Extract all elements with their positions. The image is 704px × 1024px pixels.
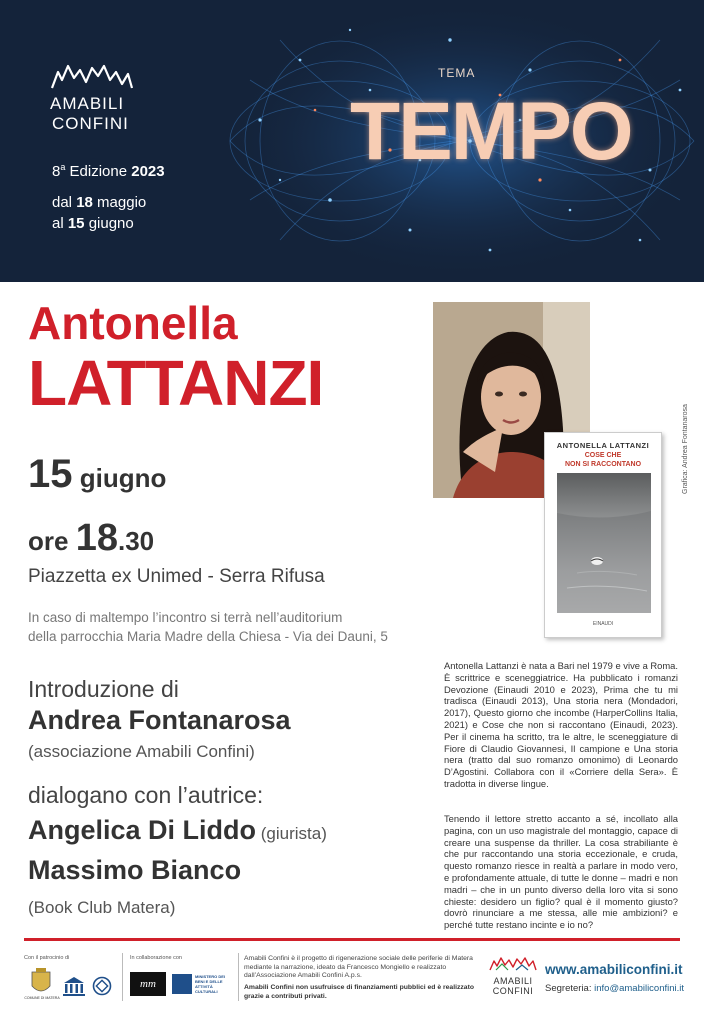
- event-venue: Piazzetta ex Unimed - Serra Rifusa: [28, 566, 325, 587]
- book-cover-image: [557, 473, 651, 613]
- speaker2-name: Massimo Bianco: [28, 855, 242, 885]
- footer-skyline-icon: [488, 956, 538, 972]
- skyline-logo-icon: [50, 62, 134, 90]
- book-title-line2: NON SI RACCONTANO: [564, 461, 642, 468]
- book-title-line1: COSE CHE: [584, 452, 622, 459]
- amabili-confini-logo: [50, 62, 140, 134]
- speaker1-affiliation: (giurista): [256, 824, 327, 843]
- header-banner: [0, 0, 704, 282]
- time-prefix: ore: [28, 526, 76, 556]
- dates-to-month: giugno: [84, 215, 134, 232]
- intro-speaker-affiliation: (associazione Amabili Confini): [28, 742, 255, 761]
- logo-line1: AMABILI: [50, 94, 125, 113]
- unesco-temple-icon: [62, 975, 86, 997]
- event-day: 15: [28, 452, 73, 496]
- intro-speaker-name: Andrea Fontanarosa: [28, 705, 291, 735]
- secretariat-contact: [545, 983, 684, 994]
- edition-year: 2023: [131, 163, 165, 180]
- email-label: Segreteria:: [545, 983, 595, 994]
- dates-to: al: [52, 215, 68, 232]
- speaker2-affiliation: (Book Club Matera): [28, 898, 176, 917]
- author-last-name: LATTANZI: [28, 347, 324, 419]
- heritage-logo: [92, 976, 112, 996]
- alt-venue-line2: della parrocchia Maria Madre della Chiesa - Via dei Dauni, 5: [28, 629, 388, 644]
- theme-title: TEMPO: [350, 86, 632, 177]
- theme-label: TEMA: [438, 66, 476, 80]
- speaker1-name: Angelica Di Liddo: [28, 815, 257, 845]
- email-link[interactable]: info@amabiliconfini.it: [594, 983, 685, 994]
- ministry-emblem-icon: [172, 974, 192, 994]
- alt-venue-line1: In caso di maltempo l’incontro si terrà nell’auditorium: [28, 610, 343, 625]
- project-description: Amabili Confini è il progetto di rigenerazione sociale delle periferie di Matera mediante la narrazione, ideato da Francesco Mongiello e realizzato dall’Associazione Amabili Confini A.p.s.: [244, 955, 473, 980]
- event-date: [28, 452, 166, 505]
- comune-di-matera-logo: [24, 966, 60, 1002]
- dates-to-day: 15: [67, 215, 85, 232]
- footer-separator-1: [122, 953, 123, 1001]
- festival-dates: [52, 192, 146, 234]
- ministry-logo: [172, 972, 234, 996]
- time-minutes: .30: [117, 526, 155, 556]
- dates-from: dal: [52, 194, 77, 211]
- edition-text: [52, 162, 165, 180]
- patronage-label: Con il patrocinio di: [24, 955, 70, 961]
- book-publisher: EINAUDI: [592, 621, 614, 627]
- time-hour: 18: [75, 517, 118, 559]
- edition-number: 8: [52, 163, 61, 180]
- edition-sup: a: [60, 162, 66, 172]
- author-bio: Antonella Lattanzi è nata a Bari nel 1979 e vive a Roma. È scrittrice e sceneggiatrice. Ha pubblicato i romanzi Devozione (Einaudi 2010 e 2023), Prima che tu mi tradisca (Einaudi 2013), Una storia nera (Mondadori, 2017), Questo giorno che incombe (HarperCollins Italia, 2021) e Cose che non si raccontano (Einaudi, 2023). Per il cinema ha scritto, tra le altre, le sceneggiature di Fiore di Claudio Giovannesi, Il campione e Una storia nera (tratto dal suo romanzo omonimo) di Leonardo D’Agostini. Collabora con il «Corriere della Sera». È tradotta in diverse lingue.: [444, 660, 679, 789]
- unesco-logo: [62, 975, 86, 997]
- book-description: Tenendo il lettore stretto accanto a sé, incollato alla pagina, con un uso magistrale del montaggio, capace di creare una suspense da thriller. La cosa strabiliante è che pur raccontando una storia eccezionale, e cruda, questo romanzo riesce in realtà a parlare in modo vero, e profondamente attuale, di tutte le donne – madri e non madri – che in un punto diverso della loro vita si sono chieste: desidero un figlio? qual è il momento giusto? dovrò rinunciare a me stessa, alle mie ambizioni? e perché tutte restano incinte e io no?: [444, 813, 678, 931]
- footer-logo-line2: CONFINI: [492, 986, 534, 996]
- bad-weather-venue: [28, 608, 388, 646]
- ministry-label: MINISTERO DEI BENI E DELLE ATTIVITÀ CULTURALI: [195, 974, 226, 994]
- event-month: giugno: [72, 463, 167, 493]
- graphics-credit-text: Grafica: Andrea Fontanarosa: [682, 404, 689, 494]
- book-title: [545, 451, 661, 469]
- footer-separator-2: [238, 953, 239, 1001]
- funding-note: Amabili Confini non usufruisce di finanziamenti pubblici ed è realizzato grazie a contributi privati.: [244, 984, 474, 1000]
- footer-amabili-logo: [488, 956, 538, 996]
- book-cover: [544, 432, 662, 638]
- dates-from-day: 18: [76, 194, 93, 211]
- event-time: [28, 516, 154, 568]
- edition-word: Edizione: [65, 163, 132, 180]
- author-first-name: Antonella: [28, 297, 238, 349]
- speaker1: [28, 814, 327, 850]
- collaboration-label: In collaborazione con: [130, 955, 182, 961]
- book-author: ANTONELLA LATTANZI: [556, 441, 650, 450]
- partner-mm-logo: mm: [130, 972, 166, 996]
- comune-label: COMUNE DI MATERA: [24, 996, 60, 1000]
- intro-label: Introduzione di: [28, 676, 179, 702]
- footer-logo-line1: AMABILI: [493, 976, 533, 986]
- world-heritage-icon: [92, 976, 112, 996]
- footer-divider: [24, 938, 680, 941]
- dialogue-label: dialogano con l’autrice:: [28, 782, 264, 808]
- website-link[interactable]: www.amabiliconfini.it: [545, 962, 683, 977]
- graphics-credit: [682, 404, 694, 494]
- dates-from-month: maggio: [92, 194, 147, 211]
- logo-line2: CONFINI: [52, 114, 129, 133]
